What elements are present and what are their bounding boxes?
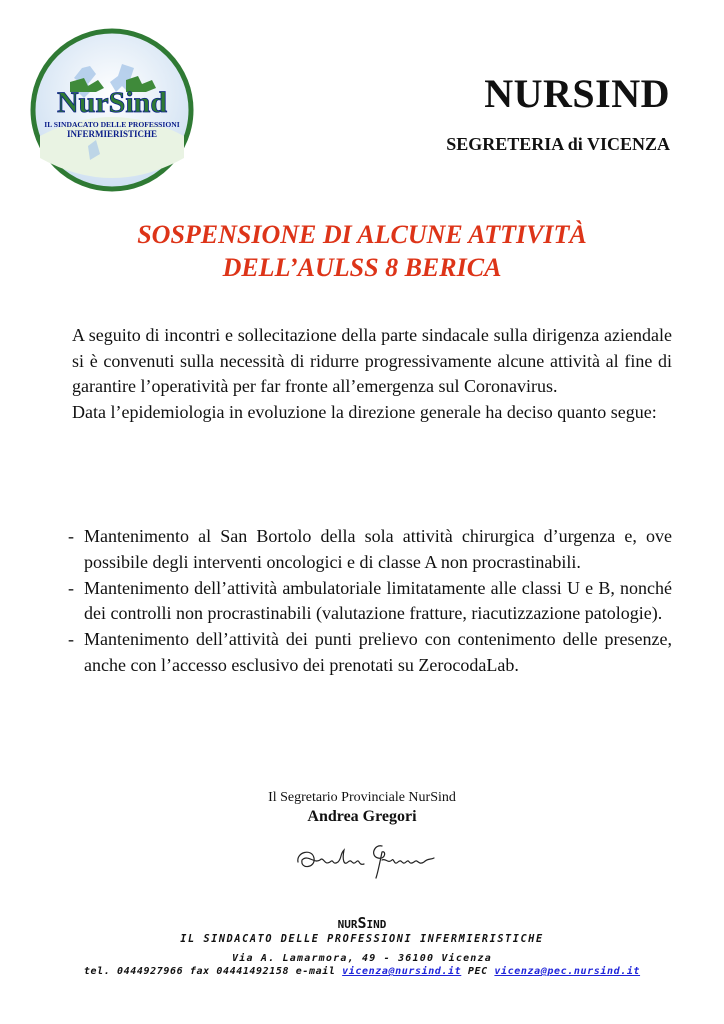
headline [0,218,724,284]
nursind-logo [30,28,194,192]
logo-wordmark: NurSind [56,86,168,119]
list-item-text: Mantenimento dell’attività dei punti prelievo con contenimento delle presenze, anche con l’accesso esclusivo dei prenotati su ZerocodaLab. [84,629,672,675]
logo-line-2: INFERMIERISTICHE [66,129,158,139]
list-item [68,524,672,576]
handwritten-signature [290,836,450,880]
bullet-dash: - [68,629,74,650]
logo-line-1: IL SINDACATO DELLE PROFESSIONI [44,120,180,129]
list-item-text: Mantenimento dell’attività ambulatoriale limitatamente alle classi U e B, nonché dei controlli non procrastinabili (valutazione fratture, riacutizzazione patologie). [84,577,672,624]
headline-line-2: DELL’AULSS 8 BERICA [222,253,502,282]
footer-brand [0,914,724,932]
bullet-dash: - [68,526,74,546]
footer-brand-part-2: S [357,914,367,932]
list-item [68,576,672,628]
org-title: NURSIND [484,71,670,116]
signatory-role: Il Segretario Provinciale NurSind [268,790,456,805]
list-item [68,627,672,679]
measures-list [68,524,672,679]
footer-brand-part-1: NUR [337,918,358,931]
pec-label: PEC [461,966,495,977]
paragraph-1: A seguito di incontri e sollecitazione della parte sindacale sulla dirigenza aziendale si è convenuti sulla necessità di ridurre progressivamente alcune attività al fine di garantire l’operatività per far fronte all’emergenza sul Coronavirus. [72,325,672,397]
signatory-name: Andrea Gregori [307,808,417,825]
bullet-dash: - [68,577,74,598]
footer-tagline: IL SINDACATO DELLE PROFESSIONI INFERMIERISTICHE [180,934,544,945]
headline-line-1: SOSPENSIONE DI ALCUNE ATTIVITÀ [137,220,587,249]
footer-brand-part-3: IND [366,918,387,931]
list-item-text: Mantenimento al San Bortolo della sola attività chirurgica d’urgenza e, ove possibile degli interventi oncologici e di classe A non procrastinabili. [84,526,672,572]
pec-email-link[interactable]: vicenza@pec.nursind.it [494,966,641,977]
contact-prefix: tel. 0444927966 fax 04441492158 e-mail [83,966,343,977]
email-link[interactable]: vicenza@nursind.it [342,966,462,977]
footer-address: Via A. Lamarmora, 49 - 36100 Vicenza [232,953,492,964]
office-subtitle: SEGRETERIA di VICENZA [446,134,670,154]
footer-contacts [0,966,724,977]
body-text [72,323,672,425]
paragraph-2: Data l’epidemiologia in evoluzione la direzione generale ha deciso quanto segue: [72,401,657,422]
